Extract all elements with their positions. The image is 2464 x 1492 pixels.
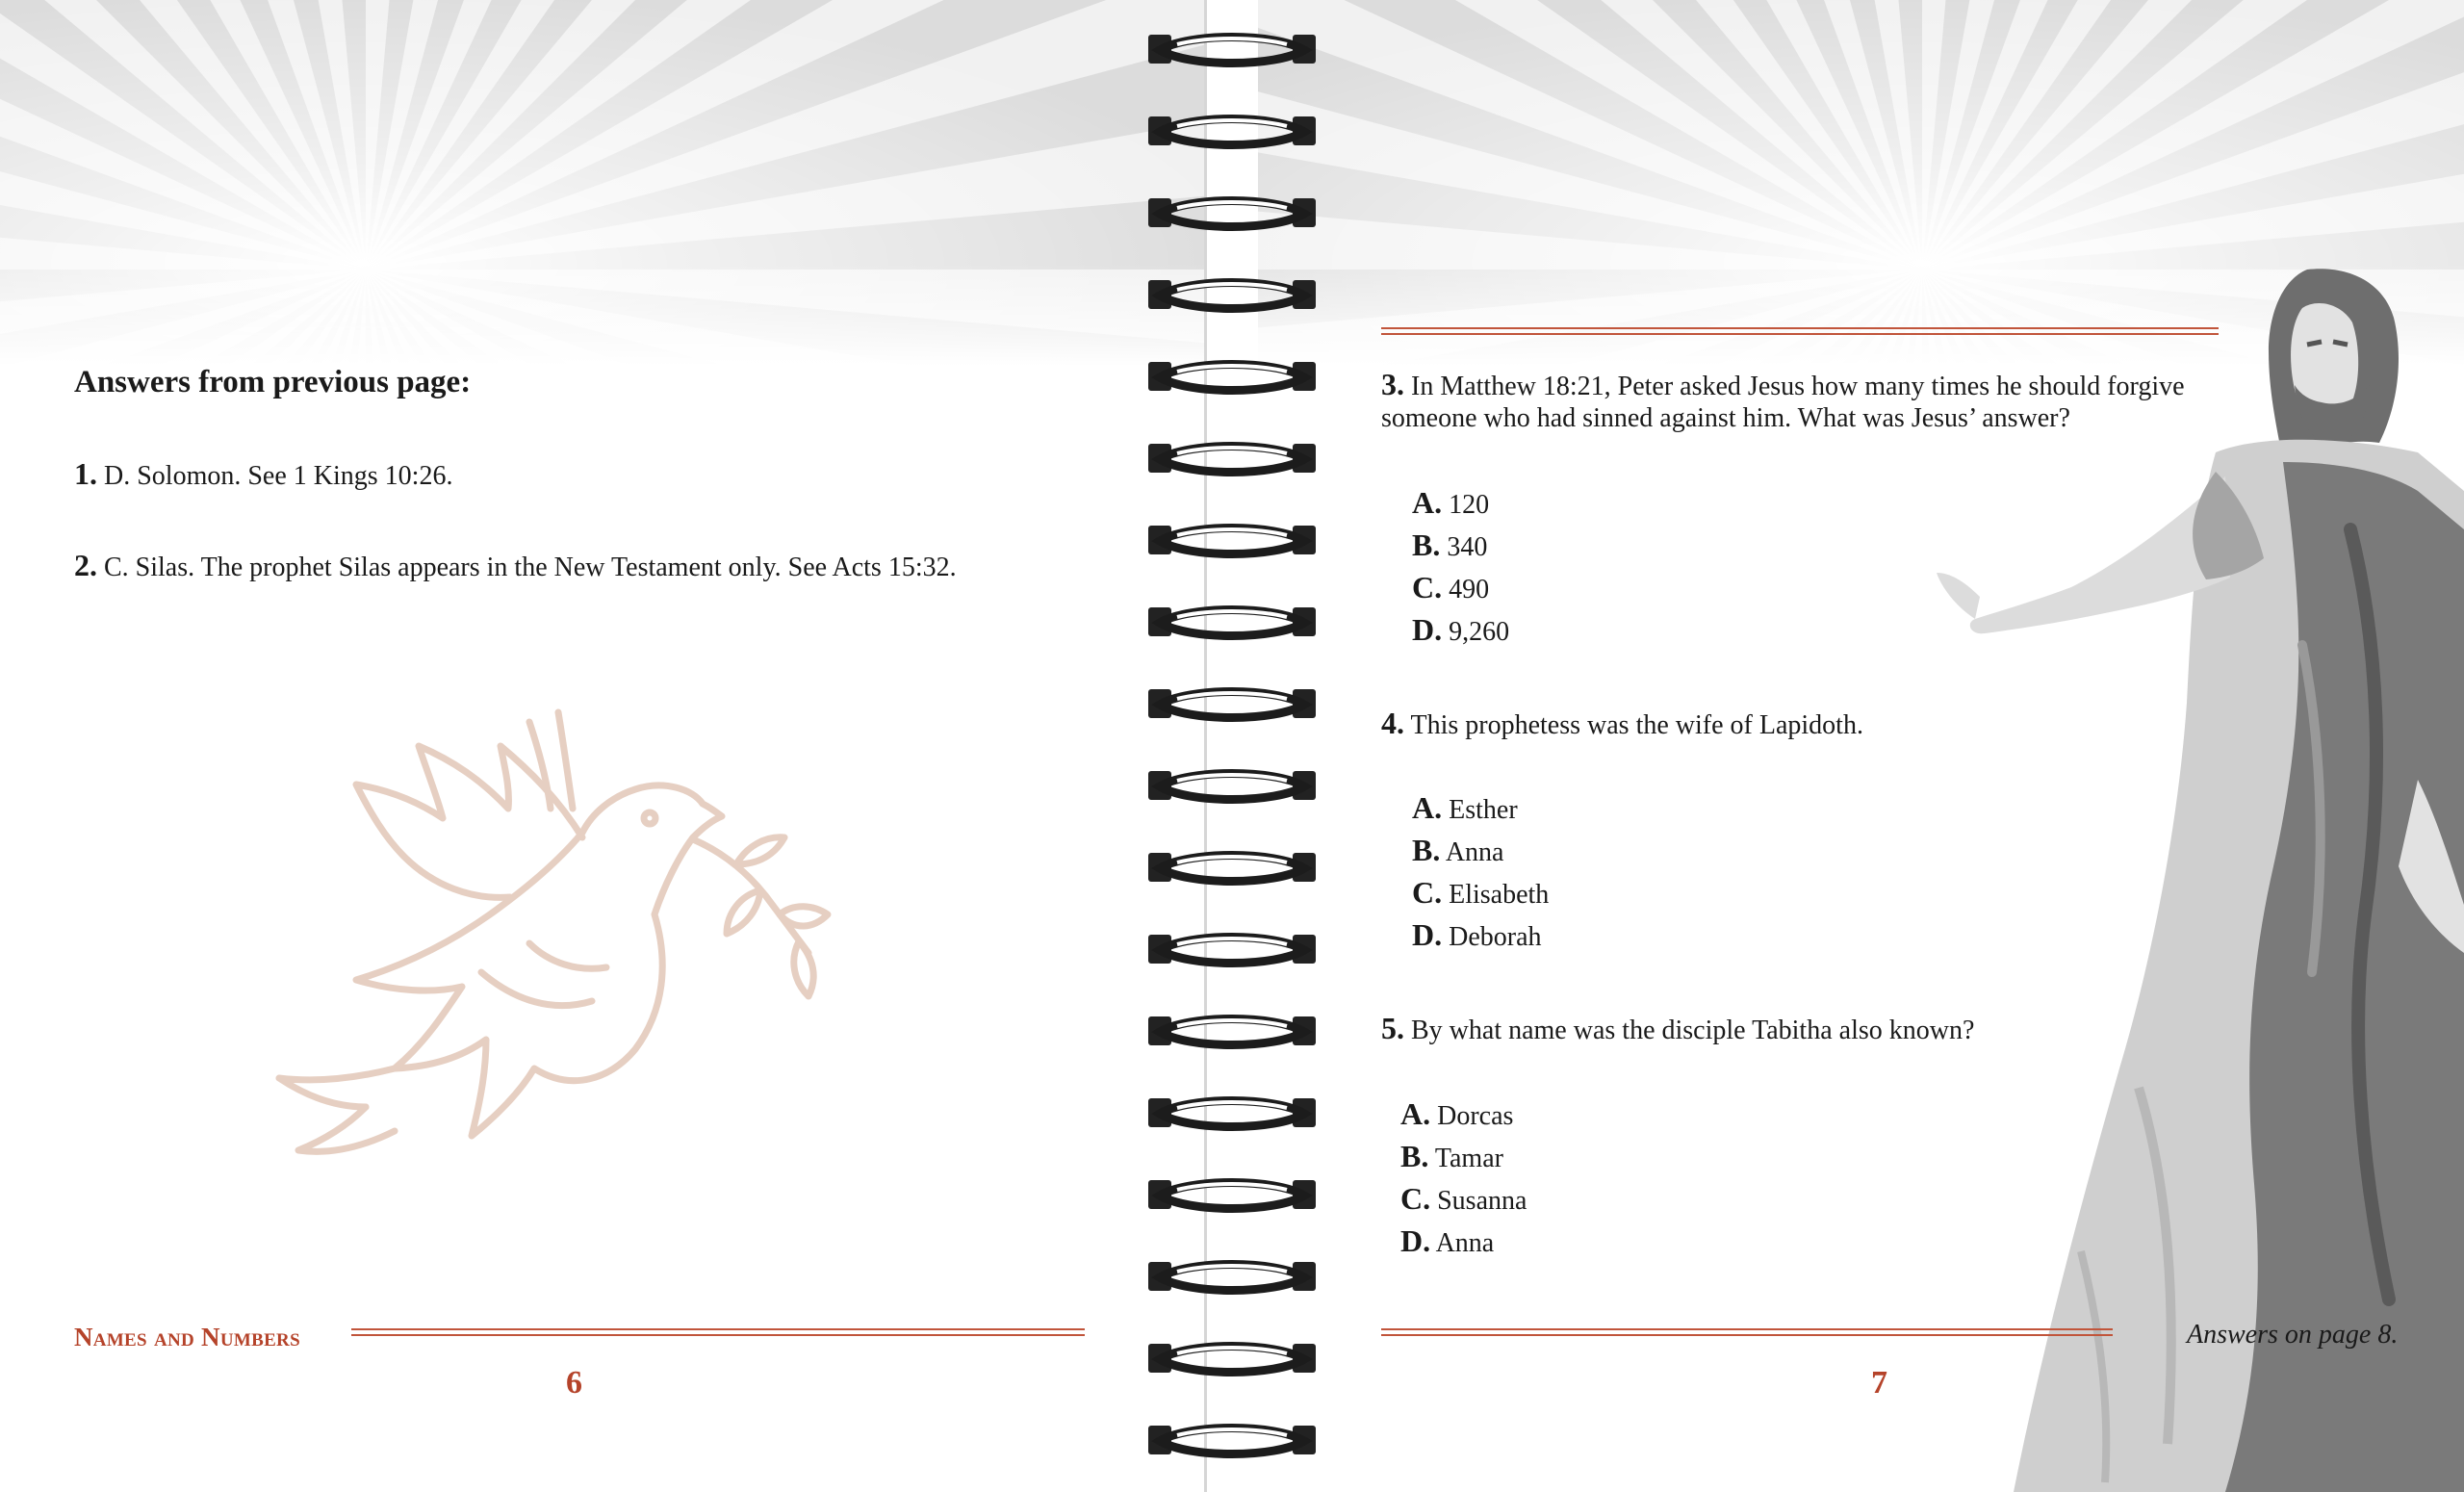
question-number: 3. [1381,367,1404,401]
question-5 [1381,1012,1974,1047]
question-4 [1381,707,1863,742]
option-3c [1412,571,1489,606]
answers-note: Answers on page 8. [2187,1320,2399,1350]
question-3-line-1 [1381,368,2185,403]
option-letter: B. [1412,527,1441,562]
option-letter: B. [1400,1139,1429,1173]
question-number: 4. [1381,706,1404,740]
page-number-right: 7 [1871,1365,1887,1401]
option-letter: A. [1400,1096,1431,1131]
spiral-binding-icon [1131,0,1333,1492]
option-letter: D. [1412,917,1443,952]
answer-number: 1. [74,456,97,491]
left-page [0,0,1206,1492]
option-5c [1400,1182,1527,1218]
option-4a [1412,791,1518,827]
option-text: Tamar [1434,1144,1503,1173]
option-letter: C. [1412,570,1443,605]
page-number-left: 6 [566,1365,582,1401]
answer-text: D. Solomon. See 1 Kings 10:26. [104,461,453,491]
option-text: Dorcas [1437,1101,1514,1131]
option-4c [1412,876,1549,912]
option-text: Esther [1449,795,1518,825]
question-text: By what name was the disciple Tabitha also known? [1411,1016,1975,1045]
option-text: 9,260 [1449,617,1510,647]
option-letter: A. [1412,790,1443,825]
dove-with-olive-branch-icon [241,655,857,1213]
option-letter: D. [1412,612,1443,647]
option-letter: C. [1400,1181,1431,1216]
answer-number: 2. [74,548,97,582]
option-4d [1412,918,1542,954]
question-text: In Matthew 18:21, Peter asked Jesus how many times he should forgive [1411,372,2185,401]
answer-1 [74,457,452,493]
sunburst-header-icon [0,0,1206,366]
option-letter: A. [1412,485,1443,520]
answer-text: C. Silas. The prophet Silas appears in the New Testament only. See Acts 15:32. [104,553,957,582]
option-5a [1400,1097,1513,1133]
option-5d [1400,1224,1494,1260]
option-letter: B. [1412,833,1441,867]
option-text: 120 [1449,490,1490,520]
right-page [1258,0,2464,1492]
footer-rule [1381,1328,2113,1336]
question-text: This prophetess was the wife of Lapidoth. [1410,710,1863,740]
answers-heading: Answers from previous page: [74,365,472,399]
option-text: Anna [1435,1228,1495,1258]
option-text: 340 [1447,532,1488,562]
answer-2 [74,549,957,584]
option-3a [1412,486,1489,522]
option-letter: D. [1400,1223,1431,1258]
header-rule [1381,327,2219,335]
option-text: Anna [1445,837,1504,867]
option-5b [1400,1140,1503,1175]
option-text: 490 [1449,575,1490,605]
option-4b [1412,834,1503,869]
option-text: Susanna [1437,1186,1527,1216]
question-3-line-2: someone who had sinned against him. What was Jesus’ answer? [1381,403,2070,433]
option-letter: C. [1412,875,1443,910]
question-number: 5. [1381,1011,1404,1045]
option-text: Deborah [1449,922,1542,952]
footer-rule [351,1328,1085,1336]
option-3d [1412,613,1509,649]
option-3b [1412,528,1487,564]
option-text: Elisabeth [1449,880,1550,910]
section-label: Names and Numbers [74,1323,300,1351]
